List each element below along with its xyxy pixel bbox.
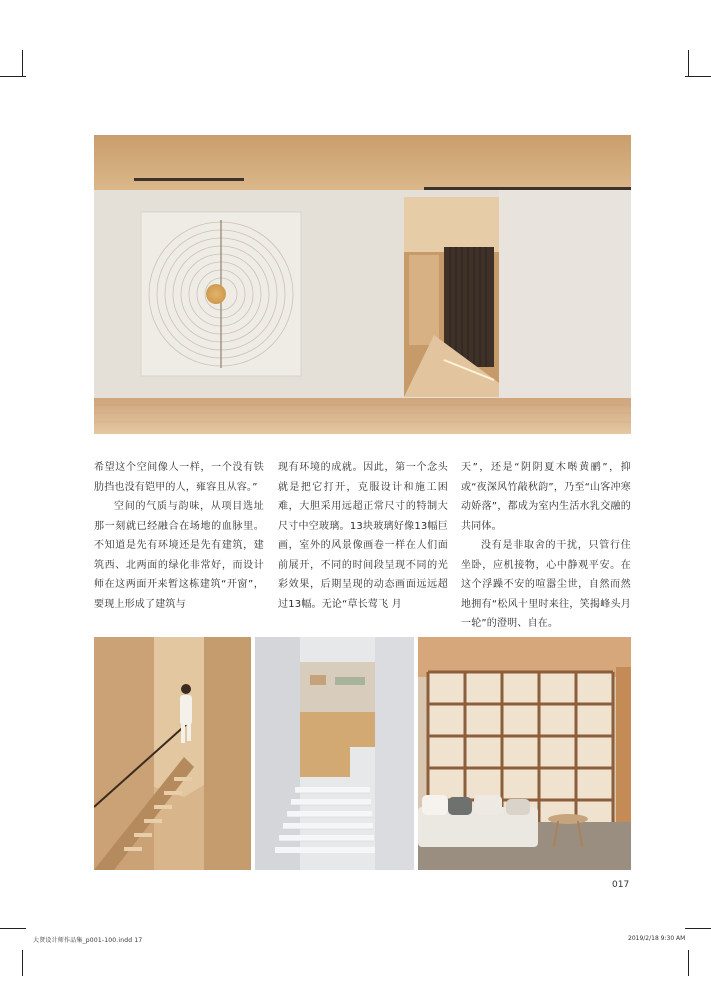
hero-photo xyxy=(94,135,631,434)
crop-mark xyxy=(0,76,26,77)
staircase-photo xyxy=(94,637,251,870)
lounge-photo xyxy=(418,637,631,870)
paragraph: 空间的气质与韵味，从项目选址那一刻就已经融合在场地的血脉里。不知道是先有环境还是先有建筑，建筑西、北两面的绿化非常好，而设计师在这两面开来暂这栋建筑“开窗”，要现上形成了建筑与 xyxy=(94,501,264,610)
file-slug: 大贤设计师作品集_p001-100.indd 17 xyxy=(33,937,143,944)
white-stairway-photo xyxy=(255,637,414,870)
crop-mark xyxy=(22,950,23,976)
paragraph: 希望这个空间像人一样，一个没有铁肋挡也没有铠甲的人，雍容且从容。” xyxy=(94,462,264,493)
paragraph: 现有环境的成就。因此，第一个念头就是把它打开，克服设计和施工困难，大胆采用远超正常尺寸的特制大尺寸中空玻璃。13块玻璃好像13幅巨画，室外的风景像画卷一样在人们面前展开，不同的时间段呈现不同的光彩效果，后期呈现的动态画面远远超过13幅。无论“草长莺飞 月 xyxy=(278,462,448,610)
article-column-3 xyxy=(461,458,631,629)
paragraph: 没有是非取舍的干扰，只管行住坐卧，应机接物，心中静观平安。在这个浮躁不安的喧嚣尘世，自然而然地拥有“松风十里时来往，笑揭峰头月一轮”的澄明、自在。 xyxy=(461,540,631,629)
white-stairway-illustration xyxy=(255,637,414,870)
crop-mark xyxy=(685,76,711,77)
hero-illustration xyxy=(94,135,631,434)
page-number: 017 xyxy=(612,880,630,890)
crop-mark xyxy=(0,928,26,929)
crop-mark xyxy=(22,50,23,76)
crop-mark xyxy=(688,50,689,76)
article-column-2 xyxy=(278,458,448,610)
crop-mark xyxy=(688,950,689,976)
staircase-illustration xyxy=(94,637,251,870)
lounge-illustration xyxy=(418,637,631,870)
paragraph: 天”，还是“阴阴夏木啭黄鹂”，抑或“夜深风竹敲秋韵”，乃至“山客冲寒动娇落”，都成为室内生活水乳交融的共同体。 xyxy=(461,462,631,532)
print-timestamp: 2019/2/18 9:30 AM xyxy=(628,935,686,942)
crop-mark xyxy=(685,928,711,929)
article-column-1 xyxy=(94,458,264,610)
